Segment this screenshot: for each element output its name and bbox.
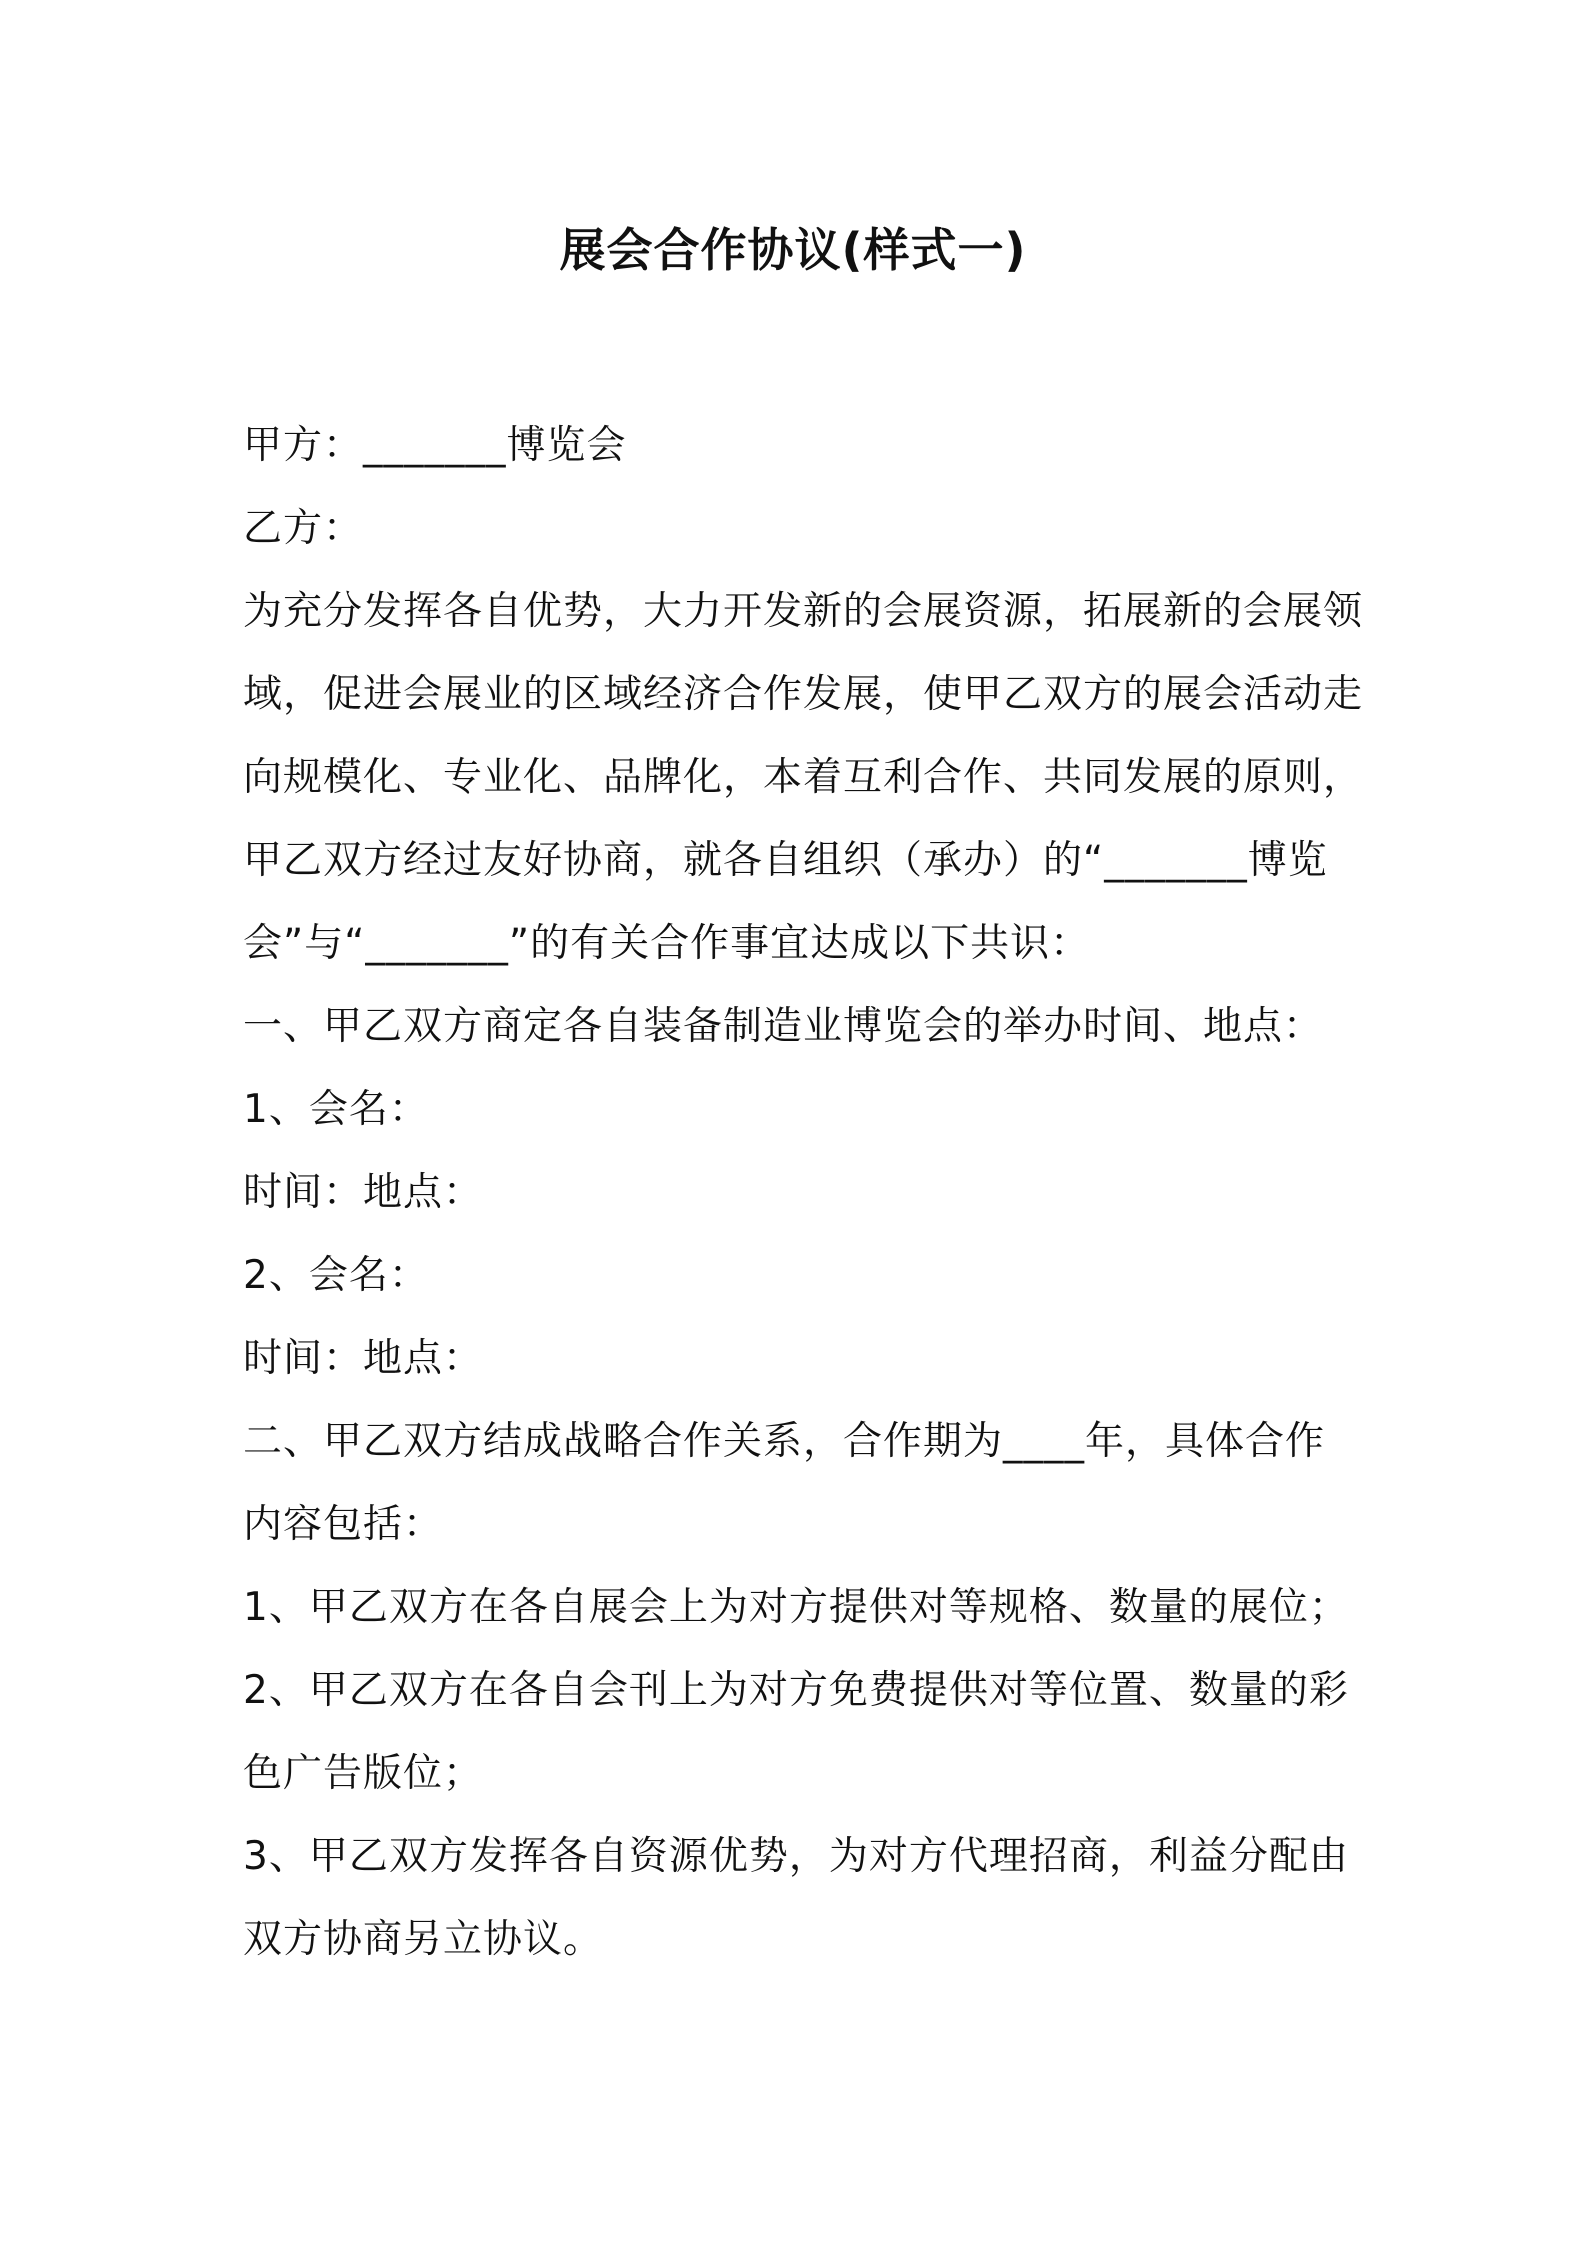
party-a-line: 甲方：_______博览会 — [243, 423, 627, 468]
exhibition-2-time-place: 时间：地点： — [243, 1336, 484, 1381]
preamble-line-3: 向规模化、专业化、品牌化，本着互利合作、共同发展的原则， — [243, 755, 1364, 800]
section-one-heading: 一、甲乙双方商定各自装备制造业博览会的举办时间、地点： — [243, 1004, 1324, 1049]
party-b-line: 乙方： — [243, 506, 364, 551]
preamble-line-1: 为充分发挥各自优势，大力开发新的会展资源，拓展新的会展领 — [243, 589, 1364, 634]
section-two-heading-line-1: 二、甲乙双方结成战略合作关系，合作期为____年，具体合作 — [243, 1419, 1326, 1464]
cooperation-item-1: 1、甲乙双方在各自展会上为对方提供对等规格、数量的展位； — [243, 1585, 1349, 1630]
cooperation-item-2-line-1: 2、甲乙双方在各自会刊上为对方免费提供对等位置、数量的彩 — [243, 1668, 1349, 1713]
document-body — [243, 404, 1364, 1981]
section-two-heading-line-2: 内容包括： — [243, 1502, 444, 1547]
preamble-line-5: 会”与“_______”的有关合作事宜达成以下共识： — [243, 921, 1091, 966]
preamble-line-2: 域，促进会展业的区域经济合作发展，使甲乙双方的展会活动走 — [243, 672, 1364, 717]
cooperation-item-3-line-2: 双方协商另立协议。 — [243, 1917, 604, 1962]
document-title: 展会合作协议(样式一) — [559, 223, 1027, 277]
exhibition-1-name: 1、会名： — [243, 1087, 429, 1132]
cooperation-item-2-line-2: 色广告版位； — [243, 1751, 484, 1796]
exhibition-1-time-place: 时间：地点： — [243, 1170, 484, 1215]
exhibition-2-name: 2、会名： — [243, 1253, 429, 1298]
preamble-line-4: 甲乙双方经过友好协商，就各自组织（承办）的“_______博览 — [243, 838, 1328, 883]
cooperation-item-3-line-1: 3、甲乙双方发挥各自资源优势，为对方代理招商，利益分配由 — [243, 1834, 1349, 1879]
